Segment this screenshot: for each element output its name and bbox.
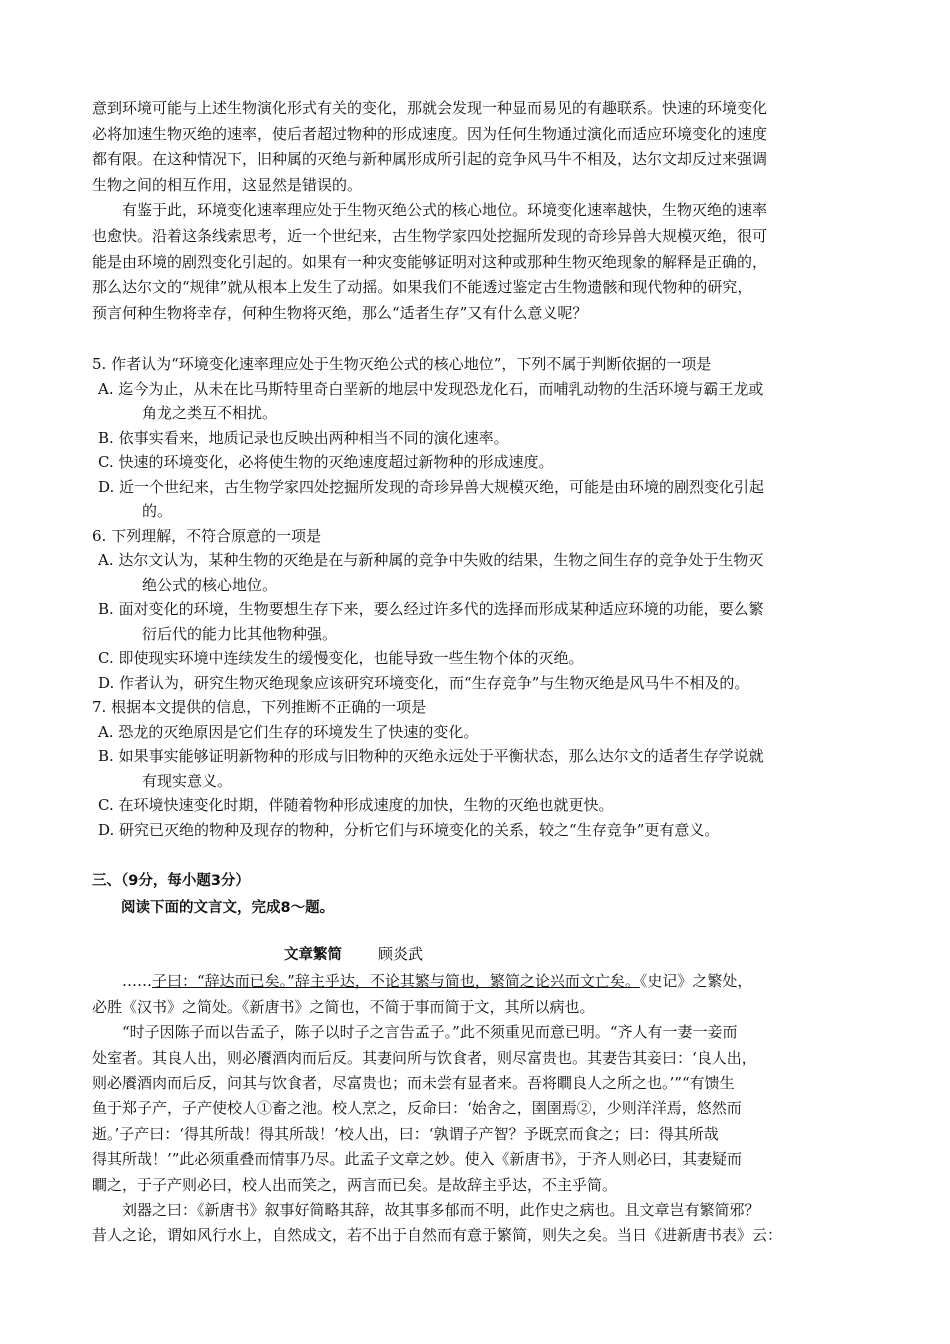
option-text-cont: 的。 bbox=[142, 502, 173, 521]
text-line: “时子因陈子而以告孟子，陈子以时子之言告孟子。”此不须重见而意已明。“齐人有一妻一妾而 bbox=[122, 1023, 738, 1042]
option-text-cont: 衍后代的能力比其他物种强。 bbox=[142, 624, 338, 643]
text-line: 必将加速生物灭绝的速率，使后者超过物种的形成速度。因为任何生物通过演化而适应环境变化的速度 bbox=[92, 124, 768, 143]
option-c bbox=[92, 793, 872, 818]
question-6 bbox=[92, 524, 872, 696]
option-a bbox=[92, 548, 872, 597]
exam-page bbox=[92, 96, 872, 1249]
text-line: 都有限。在这种情况下，旧种属的灭绝与新种属形成所引起的竞争风马牛不相及，达尔文却反过来强调 bbox=[92, 150, 768, 169]
option-label: A. bbox=[98, 379, 114, 398]
text-line: 必胜《汉书》之简处。《新唐书》之简也，不简于事而简于文，其所以病也。 bbox=[92, 997, 595, 1016]
text-line: 也愈快。沿着这条线索思考，近一个世纪来，古生物学家四处挖掘所发现的奇珍异兽大规模灭绝，很可 bbox=[92, 226, 768, 245]
text-line: 生物之间的相互作用，这显然是错误的。 bbox=[92, 175, 363, 194]
option-text-cont: 绝公式的核心地位。 bbox=[142, 575, 278, 594]
option-text: 近一个世纪来，古生物学家四处挖掘所发现的奇珍异兽大规模灭绝，可能是由环境的剧烈变化引起 bbox=[119, 477, 765, 496]
option-label: D. bbox=[98, 477, 115, 496]
text-line: 刘器之曰：《新唐书》叙事好简略其辞，故其事多郁而不明，此作史之病也。且文章岂有繁简邪？ bbox=[122, 1201, 760, 1219]
question-5 bbox=[92, 352, 872, 524]
option-text: 研究已灭绝的物种及现存的物种，分析它们与环境变化的关系，较之“生存竞争”更有意义。 bbox=[119, 820, 720, 839]
text-line: 逝。’子产曰：‘得其所哉！得其所哉！’校人出，曰：‘孰谓子产智？予既烹而食之；曰：得其所哉 bbox=[92, 1124, 719, 1143]
option-text: 恐龙的灭绝原因是它们生存的环境发生了快速的变化。 bbox=[118, 722, 479, 741]
text-line: 预言何种生物将幸存，何种生物将灭绝，那么“适者生存”又有什么意义呢？ bbox=[92, 303, 588, 322]
passage-paragraph-1 bbox=[92, 96, 872, 198]
option-text-cont: 角龙之类互不相扰。 bbox=[142, 404, 278, 423]
question-stem: 5. 作者认为“环境变化速率理应处于生物灭绝公式的核心地位”，下列不属于判断依据的一项是 bbox=[92, 355, 712, 374]
option-c bbox=[92, 450, 872, 475]
option-text: 在环境快速变化时期，伴随着物种形成速度的加快，生物的灭绝也就更快。 bbox=[118, 796, 614, 815]
text-line: 那么达尔文的“规律”就从根本上发生了动摇。如果我们不能透过鉴定古生物遗骸和现代物种的研究， bbox=[92, 278, 753, 297]
option-label: C. bbox=[98, 453, 114, 472]
option-text: 达尔文认为，某种生物的灭绝是在与新种属的竞争中失败的结果，生物之间生存的竞争处于生物灭 bbox=[118, 551, 764, 570]
text-title: 文章繁简 bbox=[284, 947, 342, 964]
question-stem: 6. 下列理解，不符合原意的一项是 bbox=[92, 526, 322, 545]
option-d bbox=[92, 818, 872, 843]
option-text: 作者认为，研究生物灭绝现象应该研究环境变化，而“生存竞争”与生物灭绝是风马牛不相及的。 bbox=[119, 673, 750, 692]
text-line bbox=[92, 969, 872, 994]
option-text-cont: 有现实意义。 bbox=[142, 771, 233, 790]
option-label: D. bbox=[98, 820, 115, 839]
option-text: 即使现实环境中连续发生的缓慢变化，也能导致一些生物个体的灭绝。 bbox=[118, 649, 584, 668]
text-title-row bbox=[92, 940, 872, 969]
option-b bbox=[92, 744, 872, 793]
section-instruction: 阅读下面的文言文，完成8～题。 bbox=[121, 900, 335, 917]
option-d bbox=[92, 671, 872, 696]
text-line: 瞷之，于子产则必曰，校人出而笑之，两言而已矣。是故辞主乎达，不主乎简。 bbox=[92, 1175, 618, 1194]
option-label: A. bbox=[98, 551, 114, 570]
question-stem: 7. 根据本文提供的信息，下列推断不正确的一项是 bbox=[92, 698, 427, 717]
text-line: 则必餍酒肉而后反，问其与饮食者，尽富贵也；而未尝有显者来。吾将瞷良人之所之也。’”“有馈生 bbox=[92, 1073, 735, 1092]
option-d bbox=[92, 475, 872, 524]
option-text: 依事实看来，地质记录也反映出两种相当不同的演化速率。 bbox=[118, 428, 509, 447]
text-segment: 《史记》之繁处， bbox=[639, 972, 753, 991]
classical-paragraph-3 bbox=[92, 1198, 872, 1249]
classical-paragraph-2 bbox=[92, 1020, 872, 1198]
option-label: B. bbox=[98, 600, 114, 619]
option-a bbox=[92, 377, 872, 426]
option-text: 快速的环境变化，必将使生物的灭绝速度超过新物种的形成速度。 bbox=[118, 453, 554, 472]
text-line: 意到环境可能与上述生物演化形式有关的变化，那就会发现一种显而易见的有趣联系。快速的环境变化 bbox=[92, 99, 768, 117]
option-label: B. bbox=[98, 428, 114, 447]
text-line: 得其所哉！’”此必须重叠而情事乃尽。此孟子文章之妙。使入《新唐书》，于齐人则必曰，其妻疑而 bbox=[92, 1150, 742, 1169]
text-line: 有鉴于此，环境变化速率理应处于生物灭绝公式的核心地位。环境变化速率越快，生物灭绝的速率 bbox=[122, 201, 768, 220]
option-label: C. bbox=[98, 796, 114, 815]
option-b bbox=[92, 597, 872, 646]
ellipsis: …… bbox=[122, 972, 152, 991]
option-label: C. bbox=[98, 649, 114, 668]
option-text: 如果事实能够证明新物种的形成与旧物种的灭绝永远处于平衡状态，那么达尔文的适者生存学说就 bbox=[118, 747, 764, 766]
classical-paragraph-1 bbox=[92, 969, 872, 1020]
underlined-quote: 子曰：“辞达而已矣。”辞主乎达，不论其繁与简也，繁简之论兴而文亡矣。 bbox=[152, 972, 640, 991]
option-label: A. bbox=[98, 722, 114, 741]
option-text: 迄今为止，从未在比马斯特里奇白垩新的地层中发现恐龙化石，而哺乳动物的生活环境与霸王龙或 bbox=[118, 379, 764, 398]
option-a bbox=[92, 720, 872, 745]
text-line: 昔人之论，谓如风行水上，自然成文，若不出于自然而有意于繁简，则失之矣。当日《进新唐书表》云： bbox=[92, 1226, 783, 1245]
question-7 bbox=[92, 695, 872, 842]
option-label: D. bbox=[98, 673, 115, 692]
text-author: 顾炎武 bbox=[378, 945, 424, 964]
section-heading: 三、（9分，每小题3分） bbox=[92, 873, 250, 890]
option-c bbox=[92, 646, 872, 671]
option-text: 面对变化的环境，生物要想生存下来，要么经过许多代的选择而形成某种适应环境的功能，要么繁 bbox=[118, 600, 764, 619]
option-label: B. bbox=[98, 747, 114, 766]
text-line: 鱼于郑子产，子产使校人①畜之池。校人烹之，反命曰：‘始舍之，圉圉焉②，少则洋洋焉，悠然而 bbox=[92, 1099, 742, 1118]
passage-paragraph-2 bbox=[92, 198, 872, 326]
text-line: 能是由环境的剧烈变化引起的。如果有一种灾变能够证明对这种或那种生物灭绝现象的解释是正确的， bbox=[92, 252, 768, 271]
option-b bbox=[92, 426, 872, 451]
text-line: 处室者。其良人出，则必餍酒肉而后反。其妻问所与饮食者，则尽富贵也。其妻告其妾曰：‘良人出， bbox=[92, 1048, 757, 1067]
